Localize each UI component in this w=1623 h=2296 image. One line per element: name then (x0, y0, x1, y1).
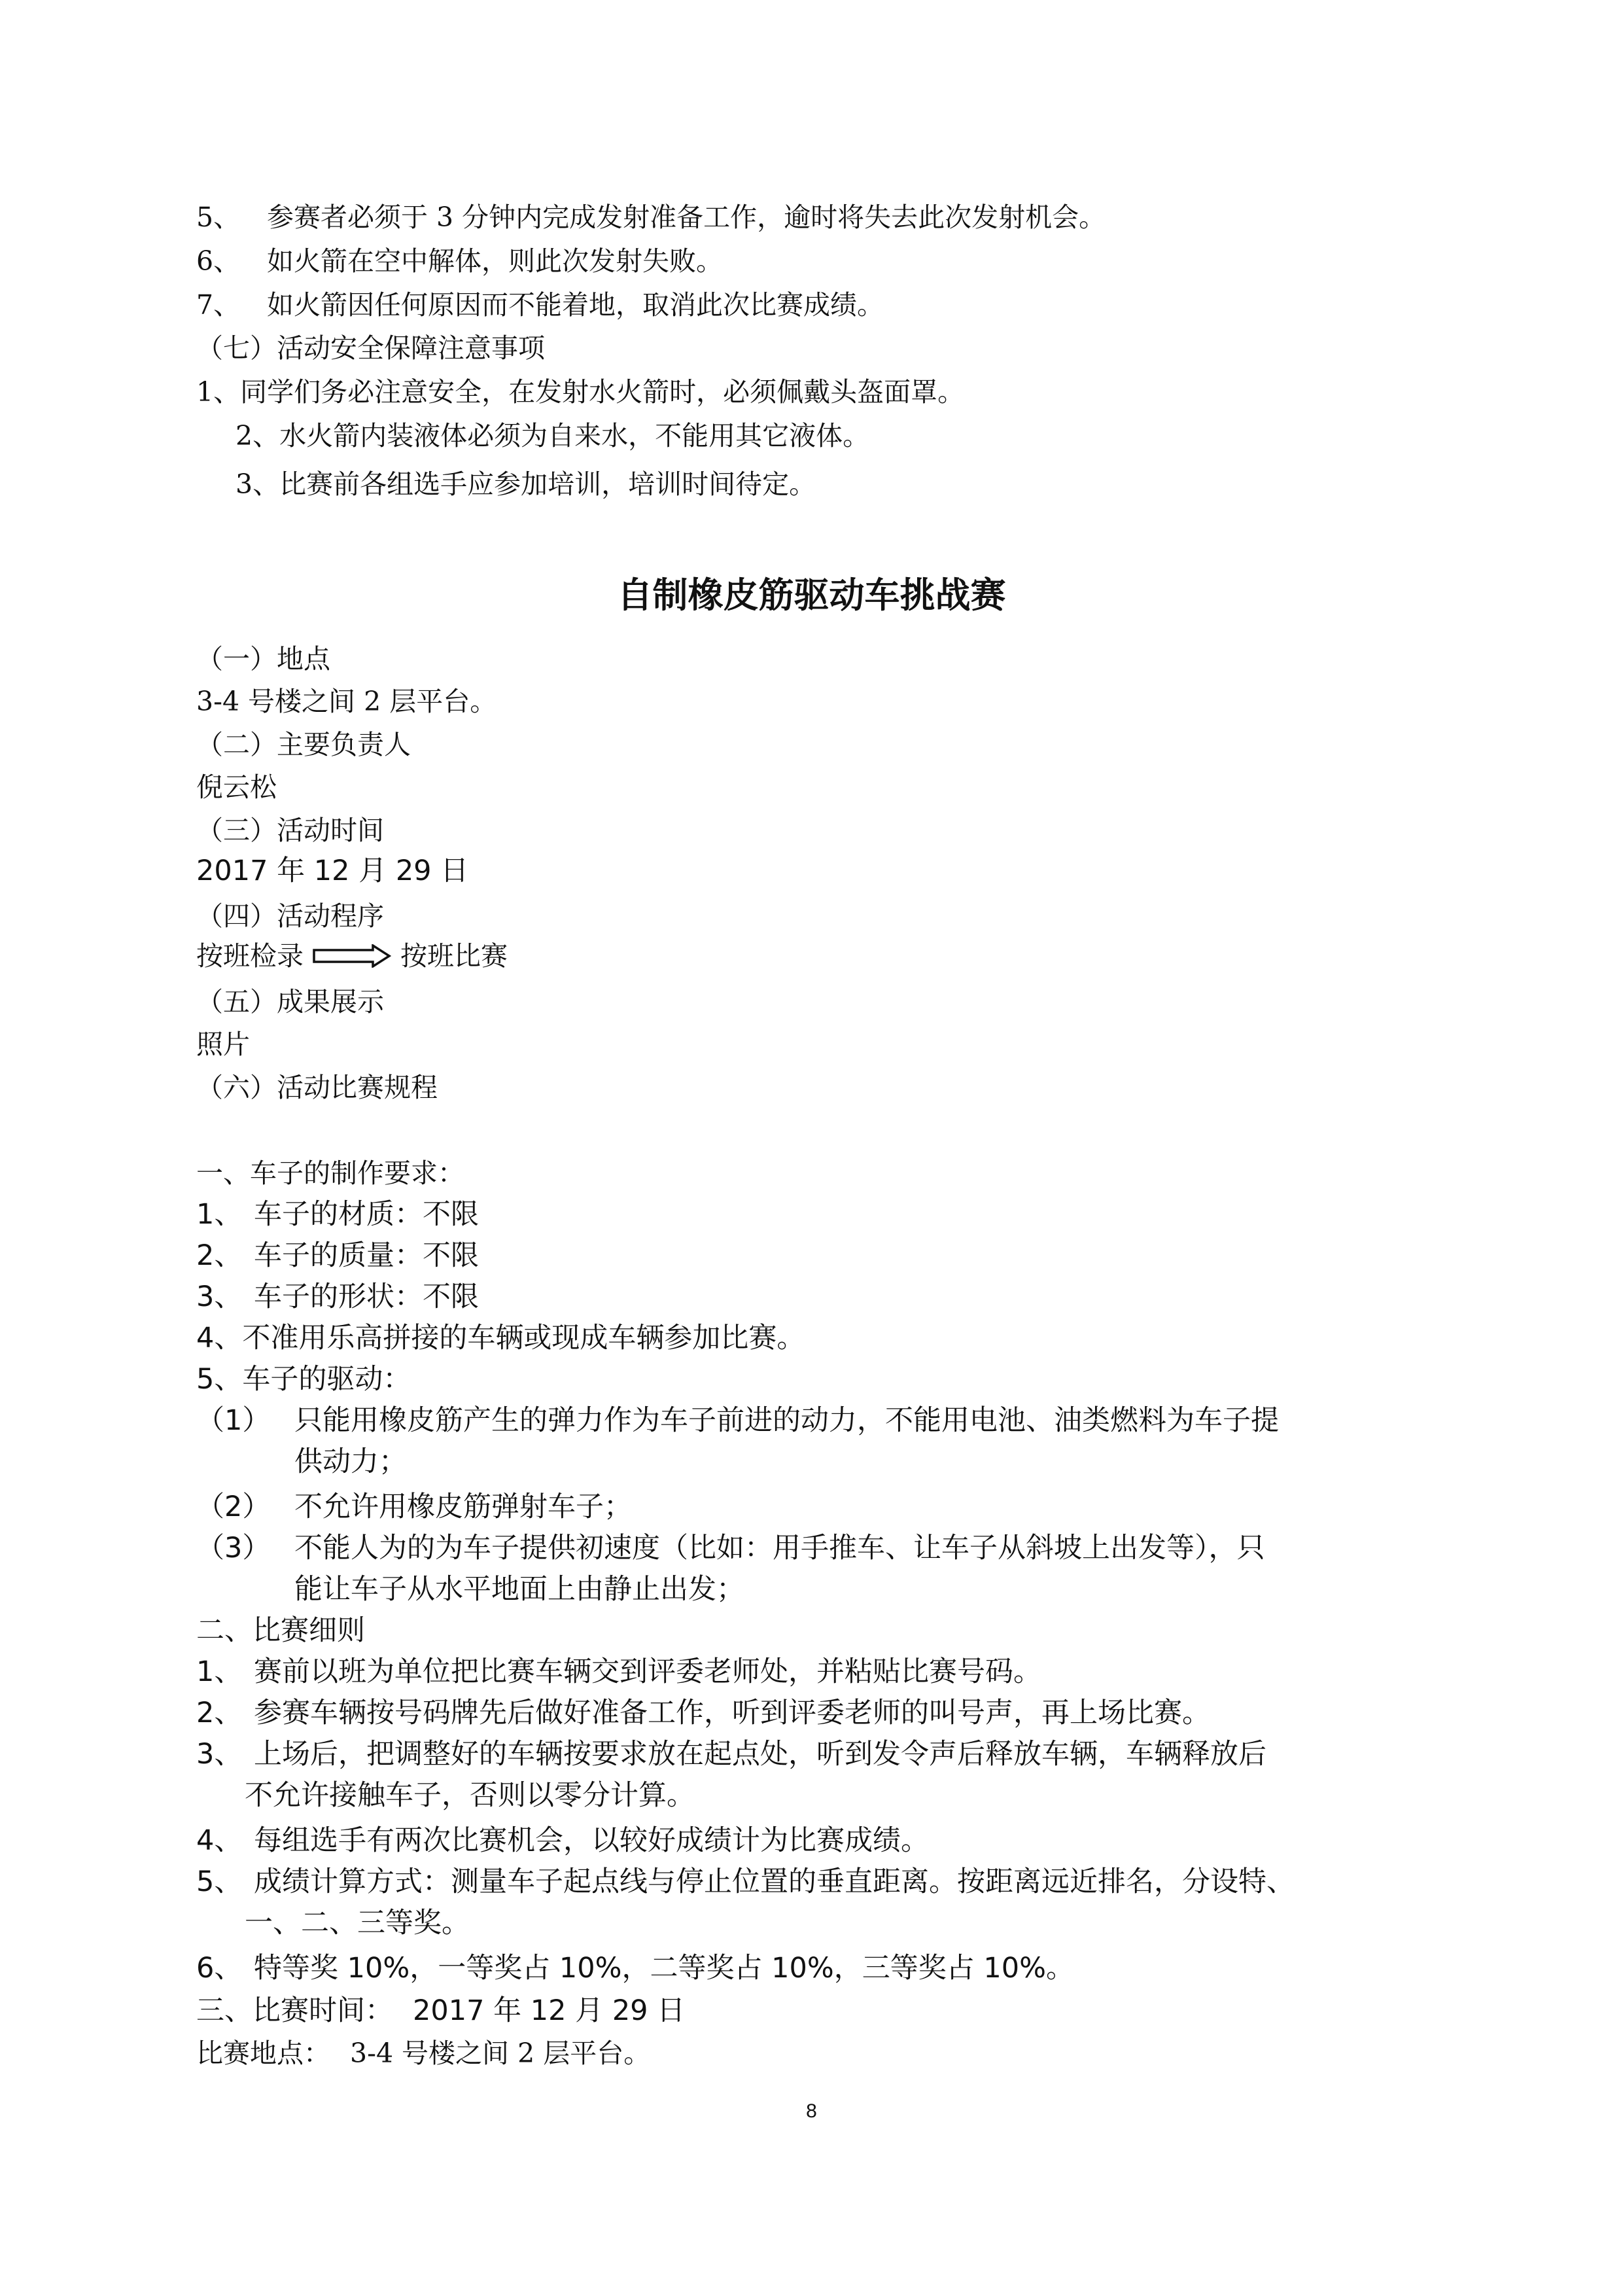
car-req-item-3-text: 车子的形状：不限 (254, 1280, 479, 1313)
results-heading: （五）成果展示 (196, 986, 384, 1017)
schedule-place (196, 2040, 650, 2067)
comp-rule-4 (196, 1824, 929, 1857)
procedure-from: 按班检录 (196, 940, 304, 972)
rule-6-text: 如火箭在空中解体，则此次发射失败。 (267, 245, 723, 277)
rule-7 (196, 289, 884, 321)
schedule-time-label: 三、比赛时间： (196, 1994, 393, 2027)
rules-heading: （六）活动比赛规程 (196, 1072, 438, 1103)
comp-rule-4-num: 4、 (196, 1824, 243, 1857)
drive-item-1 (196, 1404, 1279, 1437)
schedule-time (196, 1994, 686, 2027)
location-heading: （一）地点 (196, 643, 330, 675)
procedure-to: 按班比赛 (400, 940, 508, 972)
drive-item-3-line1: 不能人为的为车子提供初速度（比如：用手推车、让车子从斜坡上出发等），只 (294, 1532, 1265, 1564)
drive-item-1-num: （1） (196, 1404, 271, 1437)
comp-rule-1-text: 赛前以班为单位把比赛车辆交到评委老师处，并粘贴比赛号码。 (254, 1655, 1041, 1688)
comp-rule-4-text: 每组选手有两次比赛机会，以较好成绩计为比赛成绩。 (254, 1824, 929, 1857)
owner-heading: （二）主要负责人 (196, 729, 411, 760)
rule-6-num: 6、 (196, 245, 241, 277)
comp-rule-2-text: 参赛车辆按号码牌先后做好准备工作，听到评委老师的叫号声，再上场比赛。 (254, 1697, 1210, 1729)
rule-6 (196, 245, 723, 277)
car-req-item-2-num: 2、 (196, 1239, 243, 1272)
comp-rule-6 (196, 1954, 1074, 1983)
car-req-item-4: 4、不准用乐高拼接的车辆或现成车辆参加比赛。 (196, 1322, 805, 1354)
comp-rule-2 (196, 1699, 1210, 1727)
car-req-item-2 (196, 1239, 479, 1272)
drive-item-1-cont: 供动力； (294, 1445, 407, 1478)
car-req-item-5: 5、车子的驱动： (196, 1363, 411, 1396)
car-req-item-1-num: 1、 (196, 1198, 243, 1231)
safety-heading: （七）活动安全保障注意事项 (196, 332, 545, 364)
comp-rule-3-line1: 上场后，把调整好的车辆按要求放在起点处，听到发令声后释放车辆，车辆释放后 (254, 1738, 1266, 1771)
drive-item-2 (196, 1493, 632, 1521)
comp-rule-3-cont: 不允许接触车子，否则以零分计算。 (245, 1779, 695, 1812)
comp-rule-5 (196, 1865, 1295, 1898)
comp-rule-6-text: 特等奖 10%，一等奖占 10%，二等奖占 10%，三等奖占 10%。 (254, 1952, 1074, 1985)
rule-5-num: 5、 (196, 202, 241, 233)
drive-item-3-cont: 能让车子从水平地面上由静止出发； (294, 1573, 744, 1606)
comp-rule-6-num: 6、 (196, 1952, 243, 1985)
rule-5 (196, 204, 1106, 231)
safety-item-1: 1、同学们务必注意安全，在发射水火箭时，必须佩戴头盔面罩。 (196, 376, 965, 408)
car-req-item-3 (196, 1280, 479, 1313)
drive-item-3-num: （3） (196, 1532, 271, 1564)
time-value: 2017 年 12 月 29 日 (196, 855, 469, 887)
double-right-arrow-icon (313, 944, 391, 972)
schedule-time-value: 2017 年 12 月 29 日 (413, 1994, 686, 2027)
car-req-item-1-text: 车子的材质：不限 (254, 1198, 479, 1231)
rule-7-text: 如火箭因任何原因而不能着地，取消此次比赛成绩。 (267, 289, 884, 321)
comp-rule-5-line1: 成绩计算方式：测量车子起点线与停止位置的垂直距离。按距离远近排名，分设特、 (254, 1865, 1295, 1898)
event-title: 自制橡皮筋驱动车挑战赛 (617, 574, 1006, 616)
page-number: 8 (806, 2100, 817, 2122)
owner-value: 倪云松 (196, 771, 277, 803)
comp-rule-2-num: 2、 (196, 1697, 243, 1729)
safety-item-3: 3、比赛前各组选手应参加培训，培训时间待定。 (236, 468, 816, 500)
drive-item-2-line1: 不允许用橡皮筋弹射车子； (294, 1491, 632, 1523)
schedule-place-value: 3-4 号楼之间 2 层平台。 (350, 2038, 651, 2069)
comp-rule-1 (196, 1655, 1041, 1688)
comp-rules-heading: 二、比赛细则 (196, 1614, 365, 1647)
car-req-heading: 一、车子的制作要求： (196, 1157, 464, 1189)
drive-item-1-line1: 只能用橡皮筋产生的弹力作为车子前进的动力，不能用电池、油类燃料为车子提 (294, 1404, 1279, 1437)
rule-5-text: 参赛者必须于 3 分钟内完成发射准备工作，逾时将失去此次发射机会。 (267, 202, 1106, 233)
comp-rule-1-num: 1、 (196, 1655, 243, 1688)
comp-rule-3 (196, 1740, 1266, 1769)
location-value: 3-4 号楼之间 2 层平台。 (196, 686, 497, 717)
time-heading: （三）活动时间 (196, 815, 384, 846)
drive-item-2-num: （2） (196, 1491, 271, 1523)
car-req-item-2-text: 车子的质量：不限 (254, 1239, 479, 1272)
comp-rule-5-cont: 一、二、三等奖。 (245, 1907, 470, 1939)
drive-item-3 (196, 1534, 1265, 1563)
comp-rule-3-num: 3、 (196, 1738, 243, 1771)
procedure-flow (196, 940, 508, 972)
car-req-item-1 (196, 1198, 479, 1231)
safety-item-2: 2、水火箭内装液体必须为自来水，不能用其它液体。 (236, 420, 870, 451)
procedure-heading: （四）活动程序 (196, 900, 384, 932)
comp-rule-5-num: 5、 (196, 1865, 243, 1898)
rule-7-num: 7、 (196, 289, 241, 321)
schedule-place-label: 比赛地点： (196, 2038, 330, 2069)
car-req-item-3-num: 3、 (196, 1280, 243, 1313)
results-value: 照片 (196, 1029, 250, 1060)
